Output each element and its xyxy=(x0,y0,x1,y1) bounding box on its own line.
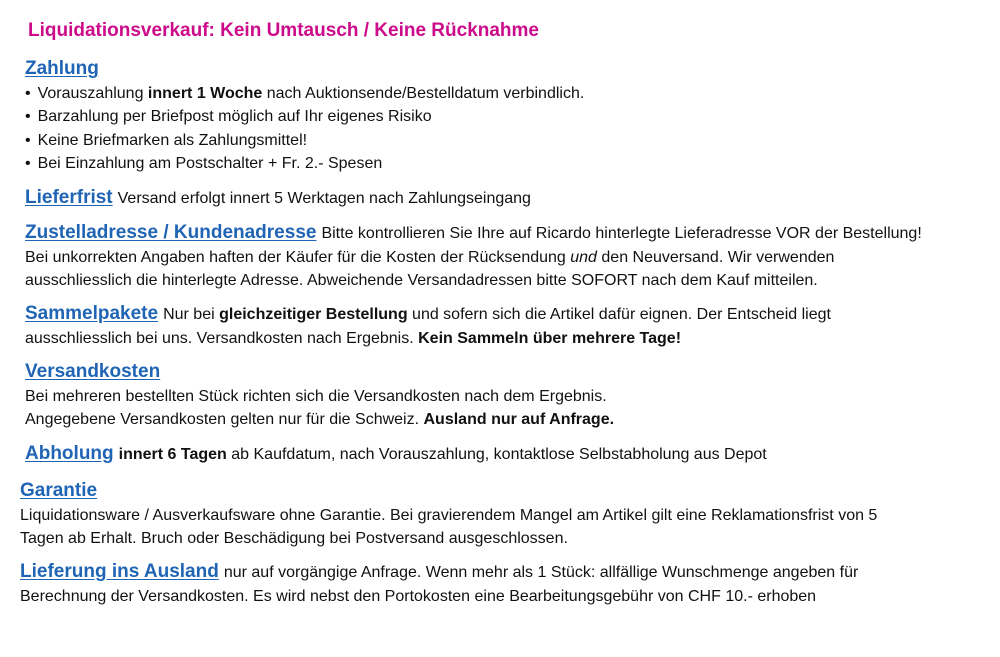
text-segment: und sofern sich die Artikel dafür eignen. Der Entscheid liegt xyxy=(407,306,831,323)
section-versandkosten xyxy=(25,360,988,432)
section-sammelpakete xyxy=(25,302,988,350)
list-item: • Bei Einzahlung am Postschalter + Fr. 2.- Spesen xyxy=(25,152,988,176)
zustelladresse-line-3: ausschliesslich die hinterlegte Adresse. Abweichende Versandadressen bitte SOFORT nach dem Kauf mitteilen. xyxy=(25,272,818,289)
list-item-text: nach Auktionsende/Bestelldatum verbindlich. xyxy=(262,84,585,102)
section-garantie xyxy=(20,479,988,551)
text-bold: Ausland nur auf Anfrage. xyxy=(423,411,615,428)
heading-sammelpakete: Sammelpakete xyxy=(25,303,159,324)
section-zustelladresse xyxy=(25,221,988,293)
heading-abholung: Abholung xyxy=(25,443,114,464)
text-italic: und xyxy=(570,248,597,266)
text-bold: Kein Sammeln über mehrere Tage! xyxy=(418,329,682,347)
list-item: • Barzahlung per Briefpost möglich auf Ihr eigenes Risiko xyxy=(25,105,988,129)
heading-garantie: Garantie xyxy=(20,480,98,501)
abholung-text: ab Kaufdatum, nach Vorauszahlung, kontaktlose Selbstabholung aus Depot xyxy=(226,446,767,463)
section-ausland xyxy=(20,560,988,608)
list-item xyxy=(25,82,988,106)
list-item-bold: innert 1 Woche xyxy=(147,84,263,102)
text-segment: Angegebene Versandkosten gelten nur für die Schweiz. xyxy=(25,411,424,428)
heading-ausland: Lieferung ins Ausland xyxy=(20,561,219,582)
heading-versandkosten: Versandkosten xyxy=(25,361,161,382)
text-segment: ausschliesslich bei uns. Versandkosten nach Ergebnis. xyxy=(25,329,419,347)
heading-lieferfrist: Lieferfrist xyxy=(25,187,113,208)
heading-zustelladresse: Zustelladresse / Kundenadresse xyxy=(25,222,317,243)
section-abholung xyxy=(25,442,988,467)
garantie-line-1: Liquidationsware / Ausverkaufsware ohne Garantie. Bei gravierendem Mangel am Artikel gilt eine Reklamationsfrist von 5 xyxy=(20,506,878,524)
zustelladresse-line-1: Bitte kontrollieren Sie Ihre auf Ricardo hinterlegte Lieferadresse VOR der Bestellung! xyxy=(321,225,922,242)
zustelladresse-line-2 xyxy=(25,246,988,270)
text-segment: den Neuversand. Wir verwenden xyxy=(596,248,835,266)
list-item-text: Vorauszahlung xyxy=(37,84,148,102)
ausland-line-1: nur auf vorgängige Anfrage. Wenn mehr als 1 Stück: allfällige Wunschmenge angeben für xyxy=(223,564,859,581)
section-zahlung xyxy=(25,57,988,176)
heading-zahlung: Zahlung xyxy=(25,58,99,79)
zahlung-list xyxy=(25,82,988,176)
text-segment: Bei unkorrekten Angaben haften der Käufer für die Kosten der Rücksendung xyxy=(25,248,571,266)
text-bold: gleichzeitiger Bestellung xyxy=(219,306,408,323)
text-bold: innert 6 Tagen xyxy=(118,446,227,463)
page-title: Liquidationsverkauf: Kein Umtausch / Keine Rücknahme xyxy=(28,20,539,41)
garantie-line-2: Tagen ab Erhalt. Bruch oder Beschädigung bei Postversand ausgeschlossen. xyxy=(20,530,568,547)
text-segment: Nur bei xyxy=(163,306,220,323)
versandkosten-line-1: Bei mehreren bestellten Stück richten sich die Versandkosten nach dem Ergebnis. xyxy=(25,387,607,405)
lieferfrist-text: Versand erfolgt innert 5 Werktagen nach Zahlungseingang xyxy=(117,190,531,207)
ausland-line-2: Berechnung der Versandkosten. Es wird nebst den Portokosten eine Bearbeitungsgebühr von CHF 10.- erhoben xyxy=(20,587,817,605)
list-item: • Keine Briefmarken als Zahlungsmittel! xyxy=(25,129,988,153)
versandkosten-line-2 xyxy=(25,408,988,432)
sammelpakete-line-2 xyxy=(25,327,988,351)
section-lieferfrist xyxy=(25,186,988,211)
